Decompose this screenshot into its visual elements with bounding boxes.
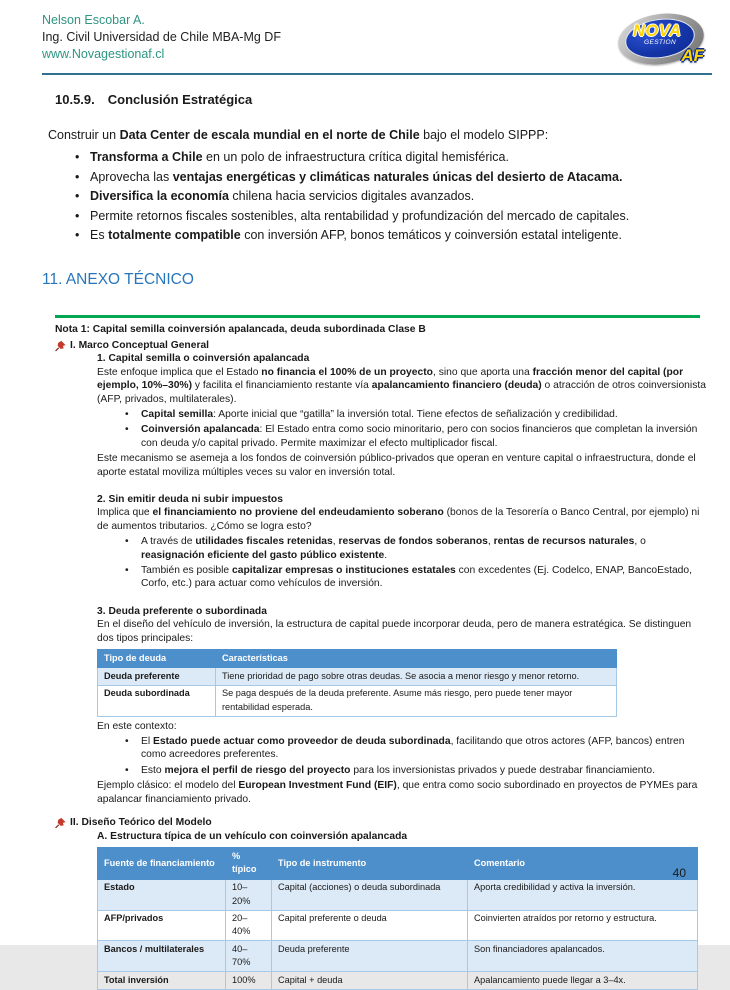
table-row (98, 972, 698, 989)
table-cell: 10–20% (226, 879, 272, 910)
sub1-paragraph: Este enfoque implica que el Estado no financia el 100% de un proyecto, sino que aporta una fracción menor del capital (por ejemplo, 10%–30%) y facilita el financiamiento restante vía apalancamiento financiero (deuda) o atracción de otros coinversionista (AFP, privados, multilaterales). (97, 366, 706, 405)
sub3-heading: 3. Deuda preferente o subordinada (97, 605, 267, 617)
sub1-bullet-list (125, 408, 710, 450)
sub2-bullet-list (125, 535, 710, 591)
table-header-row (98, 847, 698, 879)
part-i-heading (55, 339, 710, 352)
table-cell: 40–70% (226, 941, 272, 972)
page-header (42, 12, 710, 68)
conclusion-bullet-list (75, 148, 710, 246)
table-cell: 20–40% (226, 910, 272, 941)
table-cell: Capital + deuda (272, 972, 468, 989)
nova-gestion-logo-icon (616, 12, 708, 68)
table-cell: Capital (acciones) o deuda subordinada (272, 879, 468, 910)
table-row (98, 941, 698, 972)
column-header: % típico (226, 847, 272, 879)
logo-text-nova: NOVA (633, 22, 682, 40)
pushpin-icon (55, 817, 66, 829)
nota-1-section (42, 315, 710, 990)
column-header: Comentario (468, 847, 698, 879)
table-cell: Capital preferente o deuda (272, 910, 468, 941)
sub1-heading: 1. Capital semilla o coinversión apalancada (97, 353, 310, 365)
table-cell: Aporta credibilidad y activa la inversión. (468, 879, 698, 910)
table-cell: Coinvierten atraídos por retorno y estructura. (468, 910, 698, 941)
bullet-item: • El Estado puede actuar como proveedor de deuda subordinada, facilitando que otros actores (AFP, bancos) entren como acreedores preferentes. (125, 735, 710, 762)
table-cell: 100% (226, 972, 272, 989)
bullet-item: • Aprovecha las ventajas energéticas y climáticas naturales únicas del desierto de Atacama. (75, 168, 710, 188)
conclusion-heading-title: Conclusión Estratégica (107, 92, 253, 107)
sub2-heading: 2. Sin emitir deuda ni subir impuestos (97, 493, 283, 505)
table-cell: Total inversión (98, 972, 226, 989)
bullet-item: • Permite retornos fiscales sostenibles, alta rentabilidad y profundización del mercado de capitales. (75, 207, 710, 227)
anexo-heading: 11. ANEXO TÉCNICO (42, 270, 194, 288)
sub2-paragraph: Implica que el financiamiento no proviene del endeudamiento soberano (bonos de la Tesorería o Banco Central, por ejemplo) ni de aumentos tributarios. ¿Cómo se logra esto? (97, 507, 700, 532)
bullet-item: • Esto mejora el perfil de riesgo del proyecto para los inversionistas privados y puede destrabar financiamiento. (125, 764, 710, 777)
table-cell: Deuda preferente (98, 668, 216, 685)
table-cell: Tiene prioridad de pago sobre otras deudas. Se asocia a menor riesgo y menor retorno. (216, 668, 617, 685)
conclusion-heading (55, 92, 710, 107)
author-name: Nelson Escobar A. (42, 13, 145, 27)
context-line: En este contexto: (97, 720, 177, 732)
bullet-item: • Coinversión apalancada: El Estado entra como socio minoritario, pero con socios financieros que completan la inversión con deuda y/o capital privado. Permite maximizar el efecto multiplicador fiscal. (125, 423, 710, 450)
bullet-item: • También es posible capitalizar empresas o instituciones estatales con excedentes (Ej. Codelco, ENAP, BancoEstado, Corfo, etc.) para actuar como vehículos de inversión. (125, 564, 710, 591)
table-row (98, 685, 617, 716)
bullet-item: • Transforma a Chile en un polo de infraestructura crítica digital hemisférica. (75, 148, 710, 168)
part-ii-label: II. Diseño Teórico del Modelo (70, 817, 212, 829)
column-header: Fuente de financiamiento (98, 847, 226, 879)
logo-text-af: AF (681, 46, 704, 65)
estructura-table (97, 847, 698, 990)
bullet-item: • Diversifica la economía chilena hacia servicios digitales avanzados. (75, 187, 710, 207)
table-cell: Son financiadores apalancados. (468, 941, 698, 972)
conclusion-heading-number: 10.5.9. (55, 92, 95, 107)
header-divider (42, 73, 712, 75)
table-row (98, 910, 698, 941)
nota-divider (55, 315, 700, 318)
bullet-item: • Es totalmente compatible con inversión AFP, bonos temáticos y coinversión estatal inteligente. (75, 226, 710, 246)
table-cell: Deuda subordinada (98, 685, 216, 716)
logo-text-gestion: GESTION (644, 39, 677, 46)
table-cell: Bancos / multilaterales (98, 941, 226, 972)
conclusion-intro: Construir un Data Center de escala mundial en el norte de Chile bajo el modelo SIPPP: (48, 128, 549, 142)
nota-title: Nota 1: Capital semilla coinversión apalancada, deuda subordinada Clase B (55, 323, 426, 335)
table-cell: Se paga después de la deuda preferente. Asume más riesgo, pero puede tener mayor rentabilidad esperada. (216, 685, 617, 716)
subA-heading: A. Estructura típica de un vehículo con coinversión apalancada (97, 830, 408, 842)
table-row (98, 879, 698, 910)
column-header: Tipo de instrumento (272, 847, 468, 879)
bullet-item: • Capital semilla: Aporte inicial que “gatilla” la inversión total. Tiene efectos de señalización y credibilidad. (125, 408, 710, 421)
deuda-table (97, 649, 617, 717)
website-link[interactable]: www.Novagestionaf.cl (42, 47, 165, 61)
part-ii-heading (55, 816, 710, 829)
author-credentials: Ing. Civil Universidad de Chile MBA-Mg DF (42, 30, 281, 44)
sub3-paragraph: En el diseño del vehículo de inversión, la estructura de capital puede incorporar deuda, pero de manera estratégica. Se distinguen dos tipos principales: (97, 619, 692, 644)
table-cell: AFP/privados (98, 910, 226, 941)
author-block (42, 12, 281, 63)
part-i-label: I. Marco Conceptual General (70, 339, 210, 351)
page-number: 40 (672, 866, 686, 880)
table-cell: Estado (98, 879, 226, 910)
table-cell: Deuda preferente (272, 941, 468, 972)
part-i-content (97, 352, 710, 806)
example-paragraph: Ejemplo clásico: el modelo del European Investment Fund (EIF), que entra como socio subordinado en proyectos de PYMEs para apalancar financiamiento privado. (97, 780, 698, 805)
context-bullet-list (125, 735, 710, 777)
sub1-closing-paragraph: Este mecanismo se asemeja a los fondos de coinversión público-privados que operan en venture capital o infraestructura, donde el aporte estatal moviliza múltiples veces su valor en inversión total. (97, 453, 696, 478)
column-header: Características (216, 650, 617, 668)
table-header-row (98, 650, 617, 668)
table-row (98, 668, 617, 685)
pushpin-icon (55, 340, 66, 352)
part-ii-content (97, 830, 710, 990)
bullet-item: • A través de utilidades fiscales retenidas, reservas de fondos soberanos, rentas de recursos naturales, o reasignación eficiente del gasto público existente. (125, 535, 710, 562)
section-conclusion (42, 92, 710, 246)
table-cell: Apalancamiento puede llegar a 3–4x. (468, 972, 698, 989)
column-header: Tipo de deuda (98, 650, 216, 668)
